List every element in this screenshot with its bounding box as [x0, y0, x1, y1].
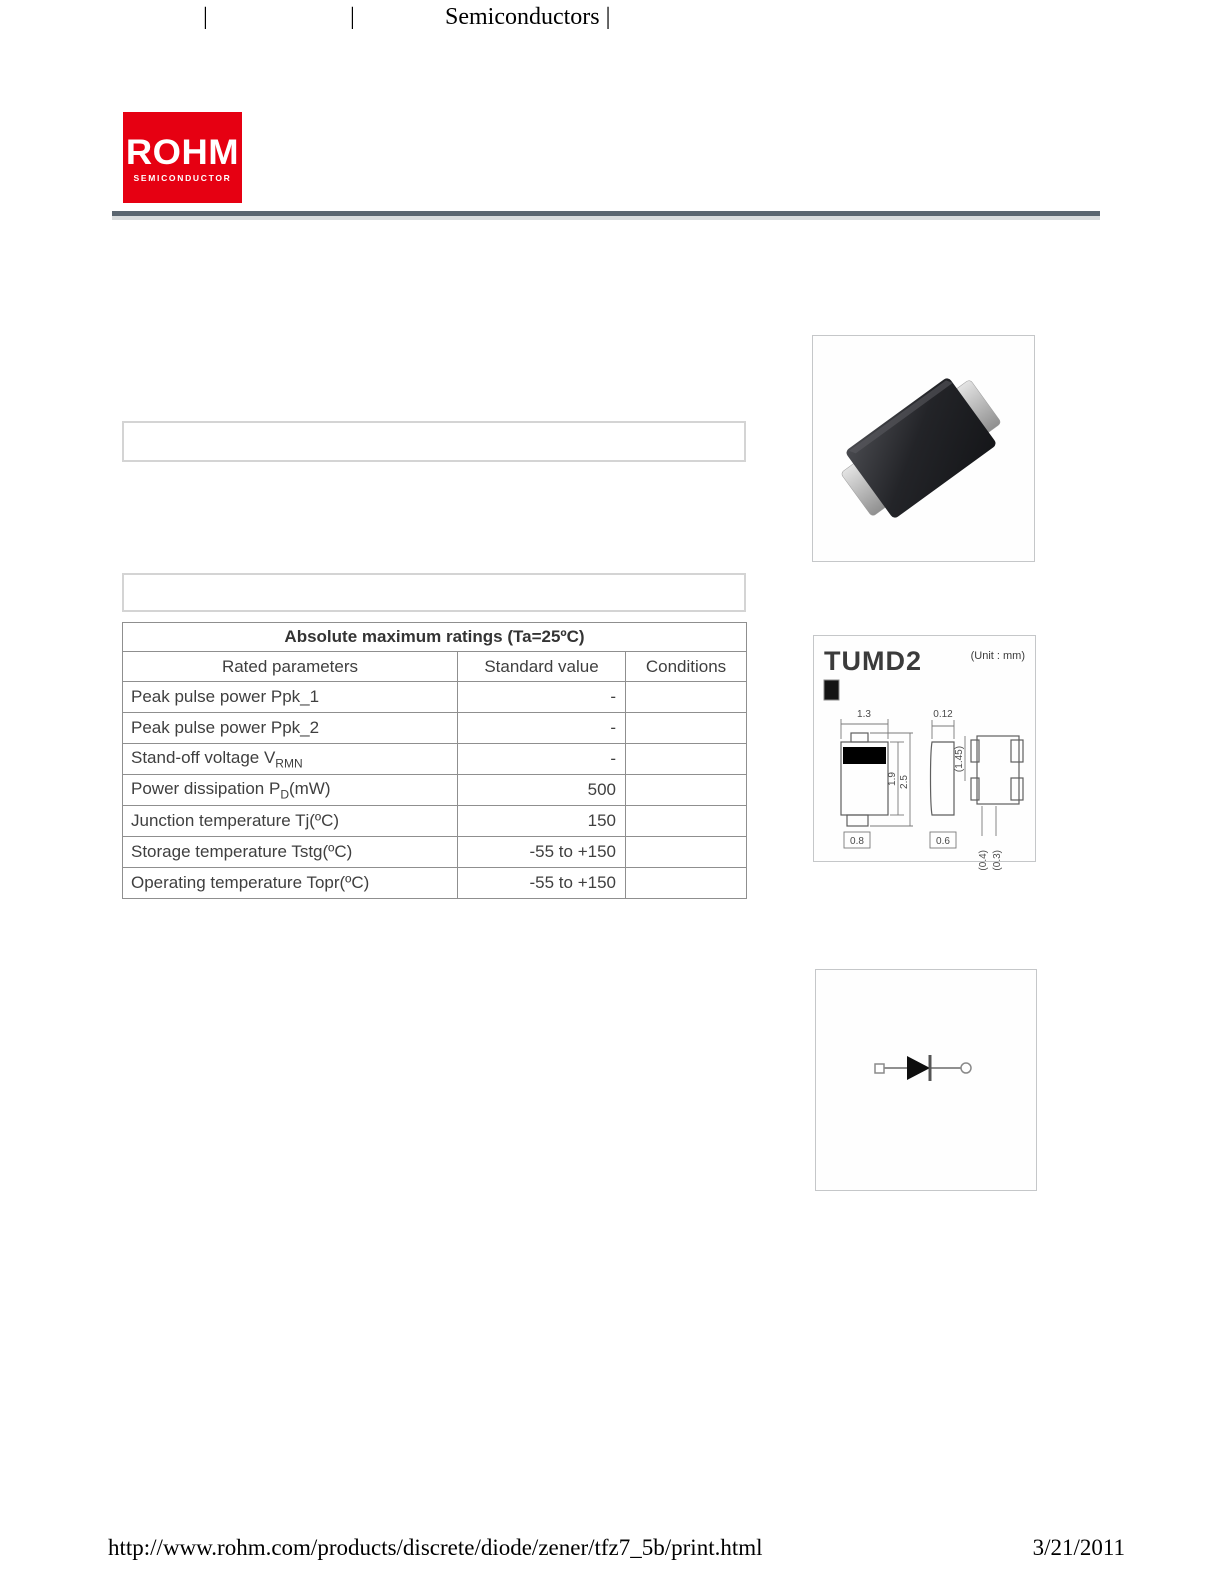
rated-parameter-cell: Junction temperature Tj(ºC)	[123, 806, 458, 837]
conditions-cell	[626, 744, 747, 775]
diode-symbol-icon	[816, 970, 1034, 1188]
conditions-cell	[626, 837, 747, 868]
standard-value-cell: 150	[458, 806, 626, 837]
dim-lead-thickness: 0.12	[933, 709, 953, 720]
column-header-rated-parameters: Rated parameters	[123, 652, 458, 682]
rated-parameter-cell: Peak pulse power Ppk_2	[123, 713, 458, 744]
unit-label: (Unit : mm)	[970, 650, 1025, 662]
dim-side-width: 0.6	[936, 836, 950, 847]
rohm-logo-wordmark: ROHM	[125, 133, 240, 172]
rated-parameter-cell: Peak pulse power Ppk_1	[123, 682, 458, 713]
table-row	[123, 713, 747, 744]
rated-parameter-cell: Operating temperature Topr(ºC)	[123, 868, 458, 899]
header-divider-light	[112, 216, 1100, 220]
standard-value-cell: 500	[458, 775, 626, 806]
table-title-row	[123, 623, 747, 652]
standard-value-cell: -55 to +150	[458, 837, 626, 868]
table-title: Absolute maximum ratings (Ta=25ºC)	[123, 623, 747, 652]
standard-value-cell: -55 to +150	[458, 868, 626, 899]
chip-thumbnail-icon	[824, 680, 839, 700]
print-header-title: Semiconductors |	[445, 4, 611, 30]
circuit-symbol-panel	[815, 969, 1037, 1191]
table-row	[123, 744, 747, 775]
product-photo-panel	[812, 335, 1035, 562]
smd-package-photo	[813, 336, 1032, 559]
absolute-maximum-ratings-table	[122, 622, 747, 899]
rated-parameter-cell: Storage temperature Tstg(ºC)	[123, 837, 458, 868]
package-dimension-drawing	[814, 636, 1033, 871]
column-header-standard-value: Standard value	[458, 652, 626, 682]
table-row	[123, 682, 747, 713]
print-header-pipe-2: |	[350, 4, 355, 30]
table-row	[123, 868, 747, 899]
table-row	[123, 837, 747, 868]
conditions-cell	[626, 868, 747, 899]
footer-date: 3/21/2011	[1032, 1535, 1125, 1560]
empty-field-box-1	[122, 421, 746, 462]
conditions-cell	[626, 806, 747, 837]
rohm-logo	[123, 112, 242, 203]
rohm-logo-subtitle: SEMICONDUCTOR	[133, 173, 232, 183]
table-row	[123, 806, 747, 837]
conditions-cell	[626, 775, 747, 806]
table-row	[123, 775, 747, 806]
dim-body-width: 1.3	[857, 709, 871, 720]
column-header-conditions: Conditions	[626, 652, 747, 682]
dim-back-lead2: (0.3)	[992, 850, 1003, 871]
ratings-table-body	[123, 682, 747, 899]
package-drawing-panel	[813, 635, 1036, 871]
rated-parameter-cell: Stand-off voltage $V_{RMN}$	[123, 744, 458, 775]
conditions-cell	[626, 713, 747, 744]
standard-value-cell: -	[458, 744, 626, 775]
standard-value-cell: -	[458, 682, 626, 713]
rated-parameter-cell: Power dissipation $P_D(mW)$	[123, 775, 458, 806]
dim-back-lead1: (0.4)	[978, 850, 989, 871]
dim-bottom-lead-width: 0.8	[850, 836, 864, 847]
table-header-row	[123, 652, 747, 682]
empty-field-box-2	[122, 573, 746, 612]
dim-overall-length: 2.5	[899, 775, 910, 789]
conditions-cell	[626, 682, 747, 713]
footer-url: http://www.rohm.com/products/discrete/diode/zener/tfz7_5b/print.html	[108, 1535, 763, 1560]
dim-back-height: (1.45)	[954, 745, 965, 773]
dim-body-length: 1.9	[887, 772, 898, 786]
standard-value-cell: -	[458, 713, 626, 744]
print-header-pipe-1: |	[203, 4, 208, 30]
package-name-label: TUMD2	[824, 646, 922, 676]
